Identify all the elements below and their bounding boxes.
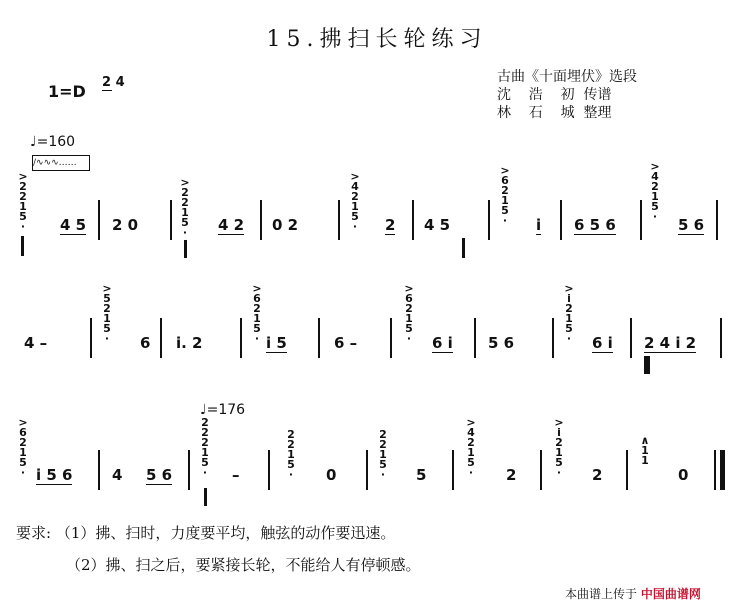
requirements-label: 要求: （1）拂、扫时，力度要平均，触弦的动作要迅速。 bbox=[16, 524, 396, 542]
ornament-box: ∕∿∿∿…… bbox=[32, 155, 90, 171]
measure-16-notes: 5 6 bbox=[488, 334, 515, 352]
measure-5-notes: 2 bbox=[385, 216, 396, 234]
credit-source: 古曲《十面埋伏》选段 bbox=[497, 69, 637, 85]
time-bottom: 4 bbox=[115, 75, 125, 90]
measure-20b-notes: 5 6 bbox=[146, 466, 173, 484]
measure-22-notes: 0 bbox=[326, 466, 337, 484]
measure-4-notes: 0 2 bbox=[272, 216, 299, 234]
chord-2-4: > i 2 1 5 · bbox=[564, 282, 574, 345]
accent-mark bbox=[21, 236, 24, 256]
chord-3-3: 2 2 1 5 · bbox=[287, 428, 295, 481]
chord-1-4: > 6 2 1 5 · bbox=[500, 164, 510, 227]
measure-25-notes: 2 bbox=[592, 466, 603, 484]
time-top: 2 bbox=[102, 75, 112, 90]
measure-9-notes: 5 6 bbox=[678, 216, 705, 234]
measure-6-notes: 4 5 bbox=[424, 216, 451, 234]
measure-13-notes: i 5 bbox=[266, 334, 287, 352]
time-signature bbox=[102, 76, 125, 89]
chord-1-2: > 2 2 1 5 · bbox=[180, 176, 190, 239]
measure-10-notes: 4 – bbox=[24, 334, 48, 352]
chord-2-3: > 6 2 1 5 · bbox=[404, 282, 414, 345]
measure-8-notes: 6 5 6 bbox=[574, 216, 616, 234]
chord-3-2: 2 2 2 1 5 · bbox=[201, 416, 209, 479]
measure-7-notes: i bbox=[536, 216, 542, 234]
chord-1-1: > 2 2 1 5 · bbox=[18, 170, 28, 233]
measure-17-notes: 6 i bbox=[592, 334, 613, 352]
key-signature: 1=D bbox=[48, 82, 86, 101]
measure-14-notes: 6 – bbox=[334, 334, 358, 352]
chord-3-1: > 6 2 1 5 · bbox=[18, 416, 28, 479]
chord-2-1: > 5 2 1 5 · bbox=[102, 282, 112, 345]
measure-19-notes: i 5 6 bbox=[36, 466, 73, 484]
measure-12-notes: i. 2 bbox=[176, 334, 203, 352]
score-title: 15.拂扫长轮练习 bbox=[266, 27, 488, 52]
chord-3-5: > 4 2 1 5 · bbox=[466, 416, 476, 479]
tempo-marking-2: ♩=176 bbox=[200, 402, 246, 418]
measure-21-notes: – bbox=[232, 466, 240, 484]
measure-23-notes: 5 bbox=[416, 466, 427, 484]
measure-26-notes: 0 bbox=[678, 466, 689, 484]
chord-3-6: > i 2 1 5 · bbox=[554, 416, 564, 479]
measure-1-notes: 4 5 bbox=[60, 216, 87, 234]
measure-18-notes: 2 4 i 2 bbox=[644, 334, 697, 352]
measure-3-notes: 4 2 bbox=[218, 216, 245, 234]
chord-1-5: > 4 2 1 5 · bbox=[650, 160, 660, 223]
requirement-2: （2）拂、扫之后，要紧接长轮，不能给人有停顿感。 bbox=[66, 556, 421, 574]
measure-2-notes: 2 0 bbox=[112, 216, 139, 234]
measure-15-notes: 6 i bbox=[432, 334, 453, 352]
chord-1-3: > 4 2 1 5 · bbox=[350, 170, 360, 233]
measure-11-notes: 6 bbox=[140, 334, 151, 352]
tempo-marking-1: ♩=160 bbox=[30, 134, 76, 150]
chord-3-4: 2 2 1 5 · bbox=[379, 428, 387, 481]
final-barline bbox=[720, 450, 725, 490]
credit-transcriber: 沈 浩 初 传谱 bbox=[497, 87, 612, 103]
measure-24-notes: 2 bbox=[506, 466, 517, 484]
credits bbox=[497, 68, 637, 122]
chord-3-7: ∧ 1 1 bbox=[640, 434, 650, 467]
footer-prefix: 本曲谱上传于 bbox=[565, 587, 638, 601]
requirement-1: （1）拂、扫时，力度要平均，触弦的动作要迅速。 bbox=[55, 524, 396, 542]
measure-20-notes: 4 bbox=[112, 466, 123, 484]
footer-credit bbox=[565, 585, 701, 602]
footer-site: 中国曲谱网 bbox=[640, 587, 701, 601]
credit-editor: 林 石 城 整理 bbox=[497, 105, 612, 121]
chord-2-2: > 6 2 1 5 · bbox=[252, 282, 262, 345]
